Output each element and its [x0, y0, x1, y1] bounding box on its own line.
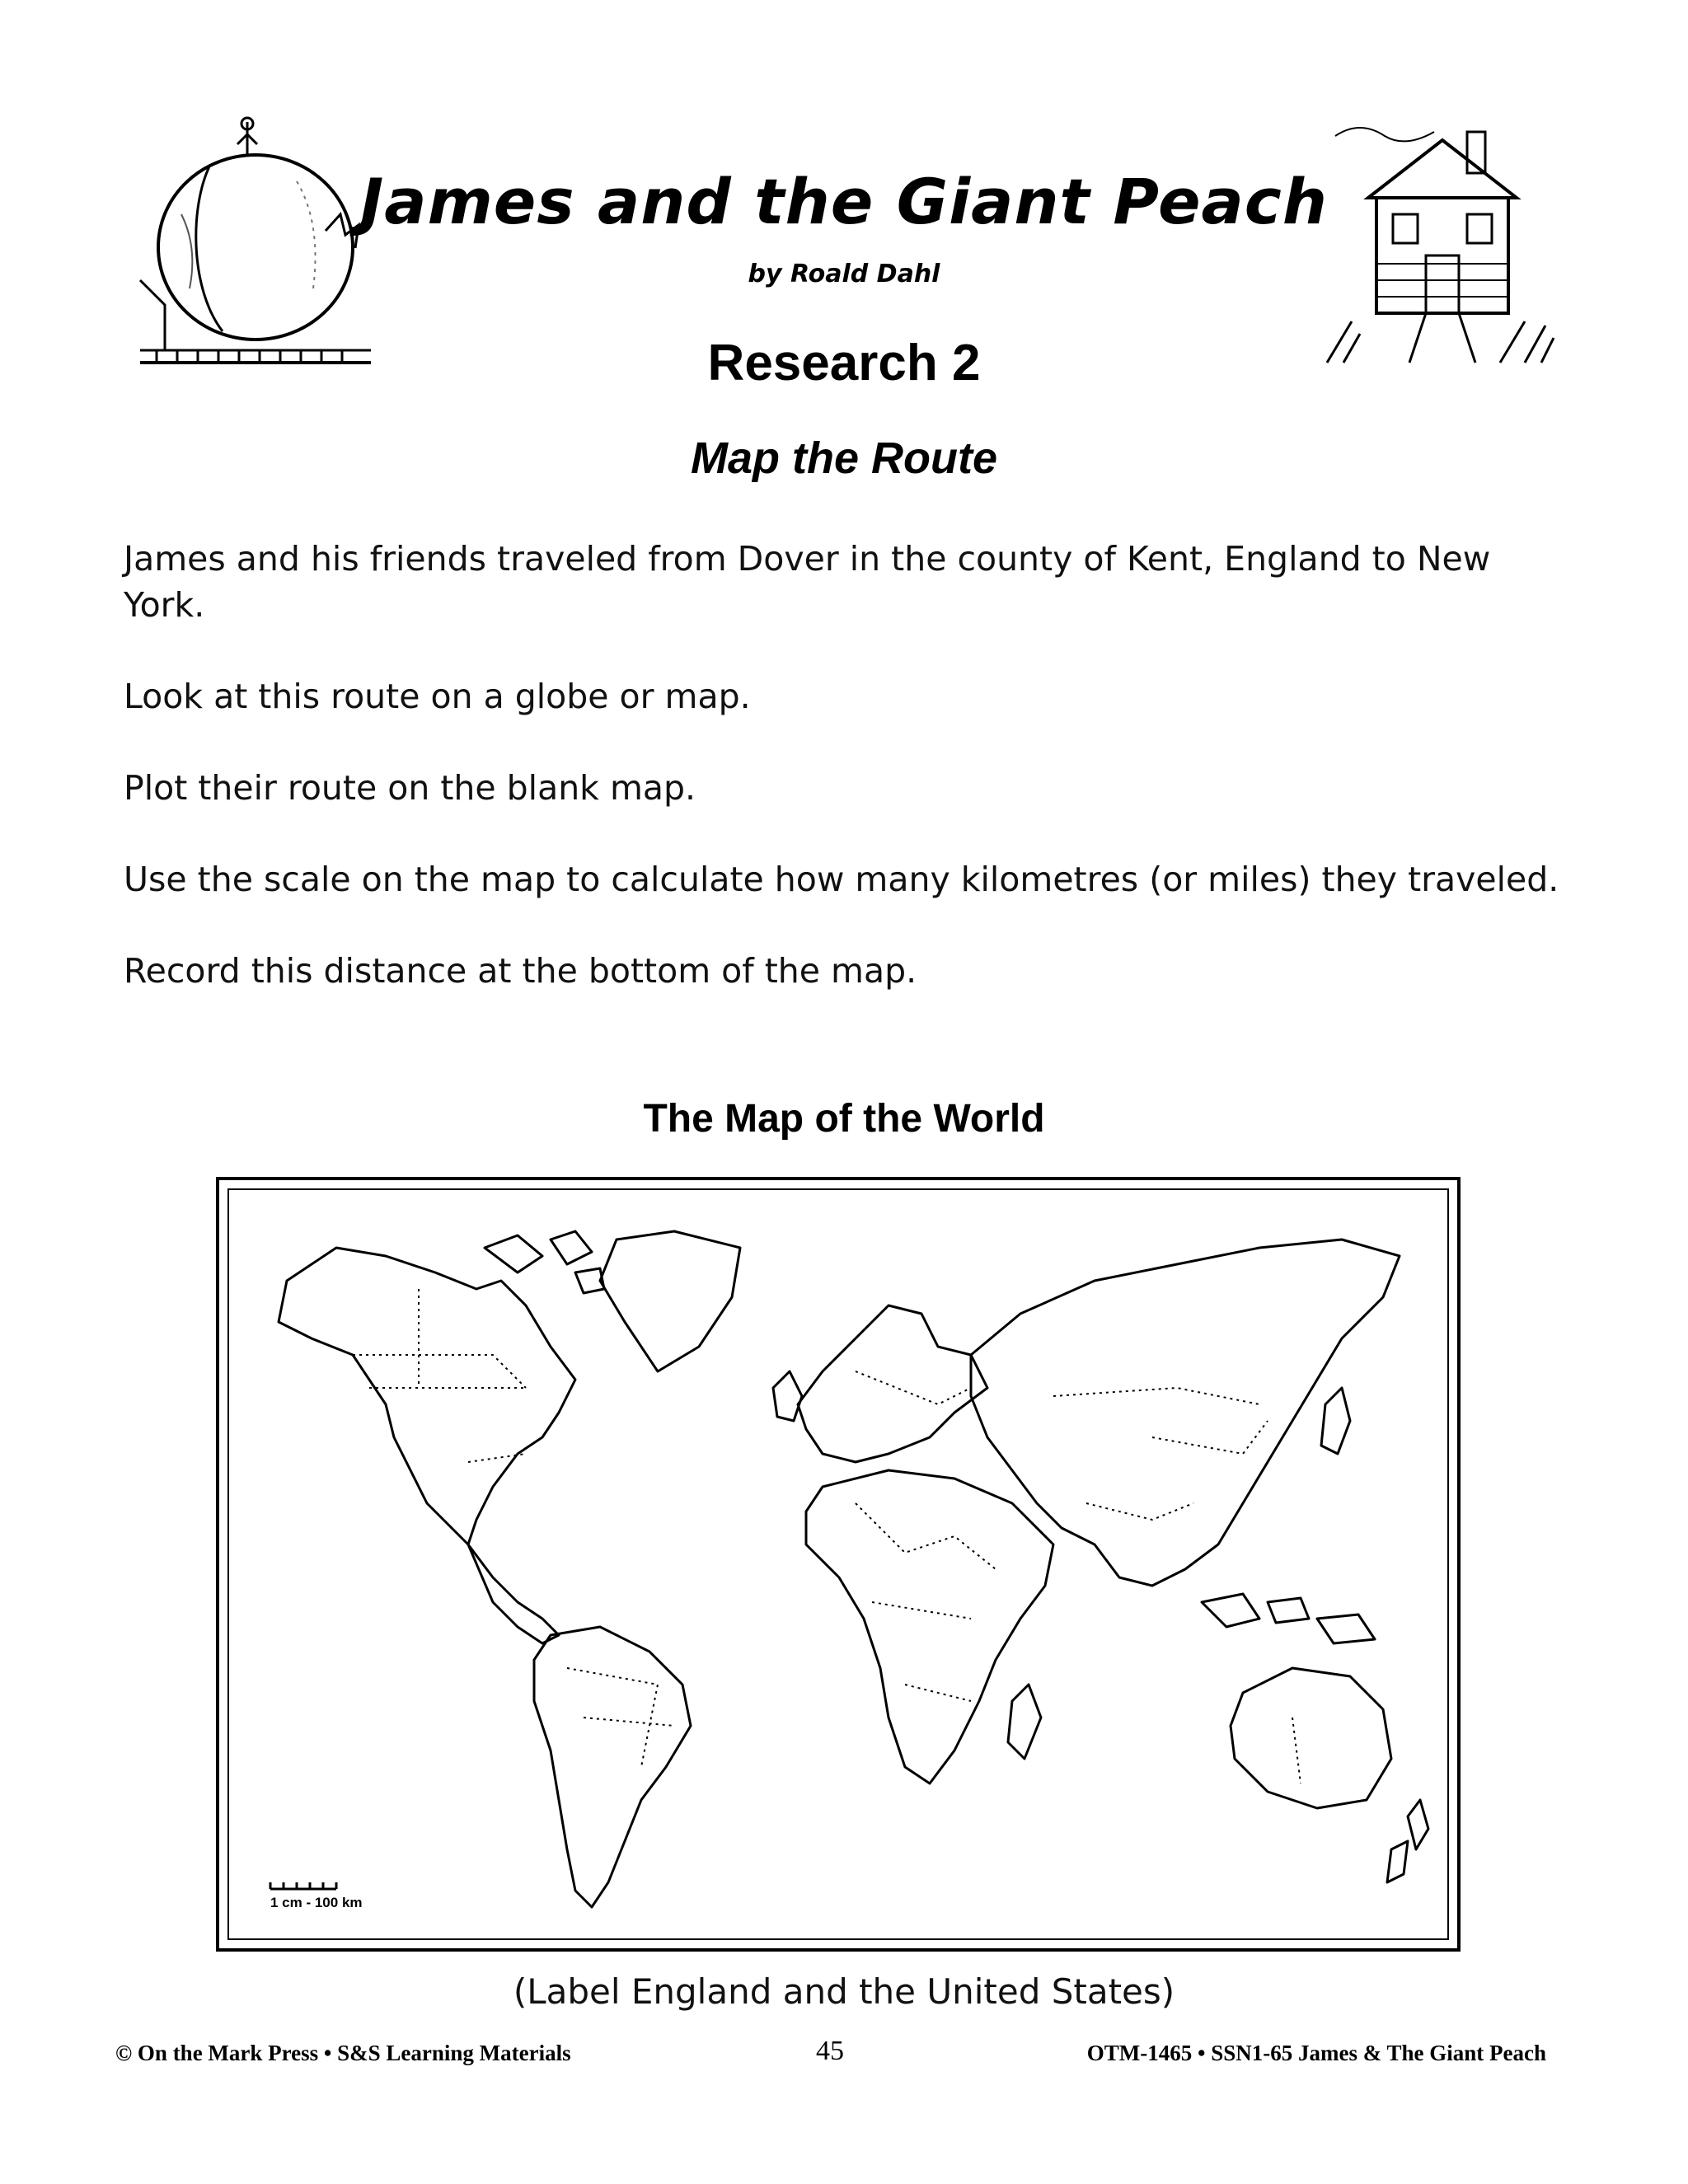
world-map	[227, 1188, 1449, 1940]
activity-subtitle: Map the Route	[691, 434, 997, 483]
africa-outline	[806, 1470, 1053, 1783]
author-line: by Roald Dahl	[748, 260, 940, 288]
europe-outline	[798, 1305, 987, 1462]
map-scale-bar	[270, 1882, 336, 1889]
instruction-2: Look at this route on a globe or map.	[124, 677, 751, 716]
map-scale-label: 1 cm - 100 km	[270, 1895, 363, 1910]
australia-outline	[1231, 1668, 1391, 1808]
instruction-5: Record this distance at the bottom of the map.	[124, 951, 917, 991]
asia-outline	[971, 1240, 1400, 1586]
greenland-outline	[600, 1231, 740, 1371]
footer-page-number: 45	[816, 2036, 844, 2066]
north-america-outline	[279, 1248, 575, 1544]
instruction-4: Use the scale on the map to calculate how many kilometres (or miles) they traveled.	[124, 860, 1559, 899]
south-america-outline	[534, 1627, 691, 1907]
instruction-1: James and his friends traveled from Dover in the county of Kent, England to New York.	[124, 539, 1491, 625]
instructions	[124, 536, 1574, 1039]
footer-publisher: © On the Mark Press • S&S Learning Materials	[115, 2041, 571, 2065]
map-title: The Map of the World	[643, 1097, 1045, 1141]
world-map-outline	[229, 1190, 1451, 1942]
british-isles-outline	[773, 1371, 802, 1421]
aunts-house-illustration	[1319, 115, 1558, 371]
world-map-frame	[216, 1177, 1461, 1952]
book-title: James and the Giant Peach	[360, 165, 1328, 238]
giant-peach-illustration	[132, 115, 379, 371]
footer-product-code: OTM-1465 • SSN1-65 James & The Giant Peach	[1086, 2041, 1546, 2065]
research-heading: Research 2	[707, 335, 981, 391]
map-caption: (Label England and the United States)	[513, 1971, 1175, 2012]
instruction-3: Plot their route on the blank map.	[124, 768, 696, 808]
central-america-outline	[468, 1544, 559, 1643]
